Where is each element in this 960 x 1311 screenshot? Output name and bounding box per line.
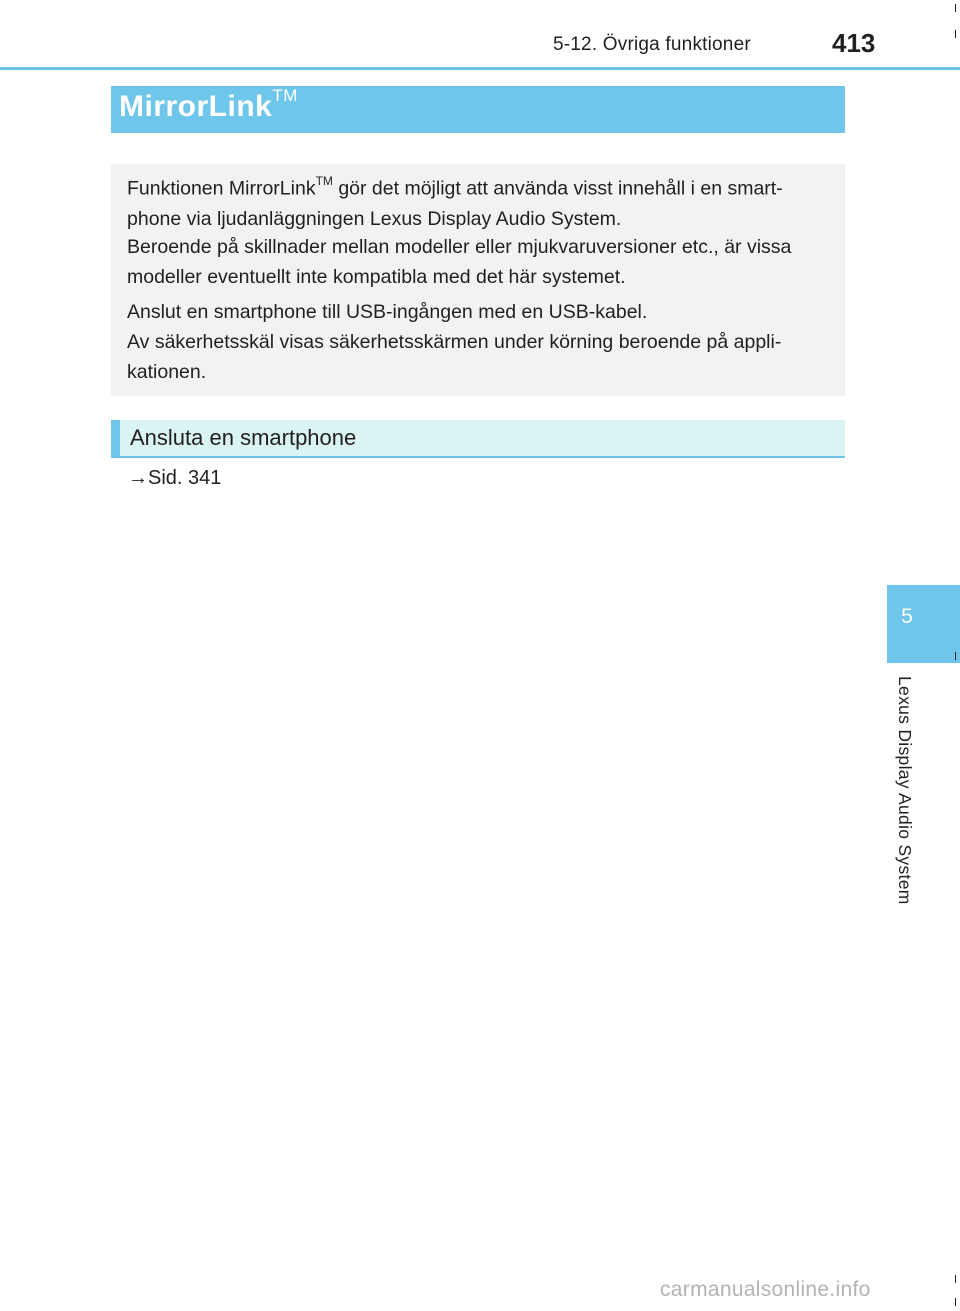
header-divider xyxy=(0,67,960,70)
section-title-bar xyxy=(111,86,845,133)
info-text: Av säkerhetsskäl visas säkerhetsskärmen under körning beroende på appli- xyxy=(127,331,782,353)
crop-mark xyxy=(955,4,956,12)
info-text: modeller eventuellt inte kompatibla med det här systemet. xyxy=(127,266,626,288)
info-text: gör det möjligt att använda visst innehåll i en smart- xyxy=(332,177,783,200)
chapter-number: 5 xyxy=(901,605,913,628)
subsection-accent xyxy=(111,420,120,456)
info-text: Anslut en smartphone till USB-ingången med en USB-kabel. xyxy=(127,301,648,323)
page-number: 413 xyxy=(832,28,876,58)
crop-mark xyxy=(955,652,956,660)
chapter-tab[interactable] xyxy=(887,585,960,663)
trademark-mark: TM xyxy=(272,86,298,105)
trademark-mark: TM xyxy=(315,174,333,188)
chapter-title: Lexus Display Audio System xyxy=(895,676,915,905)
info-text: phone via ljudanläggningen Lexus Display Audio System. xyxy=(127,207,622,230)
info-paragraph-2 xyxy=(127,232,837,292)
crop-mark xyxy=(955,1275,956,1283)
subsection-title: Ansluta en smartphone xyxy=(130,425,357,450)
info-text: Beroende på skillnader mellan modeller eller mjukvaruversioner etc., är vissa xyxy=(127,236,792,258)
subsection-header xyxy=(111,420,845,456)
section-title xyxy=(119,86,298,124)
arrow-right-icon: → xyxy=(128,467,148,489)
subsection-underline xyxy=(111,456,845,458)
crop-mark xyxy=(955,1298,956,1306)
info-paragraph-1 xyxy=(127,168,837,234)
info-text: kationen. xyxy=(127,361,207,383)
info-text: Funktionen MirrorLink xyxy=(127,177,316,200)
info-paragraph-3 xyxy=(127,297,837,387)
crop-mark xyxy=(955,30,956,38)
page-reference-link[interactable] xyxy=(128,467,221,490)
page-reference-text: Sid. 341 xyxy=(148,467,222,489)
info-box xyxy=(111,164,845,396)
watermark: carmanualsonline.info xyxy=(660,1278,871,1301)
section-title-text: MirrorLink xyxy=(119,90,273,123)
header-section-title: 5-12. Övriga funktioner xyxy=(553,34,751,55)
